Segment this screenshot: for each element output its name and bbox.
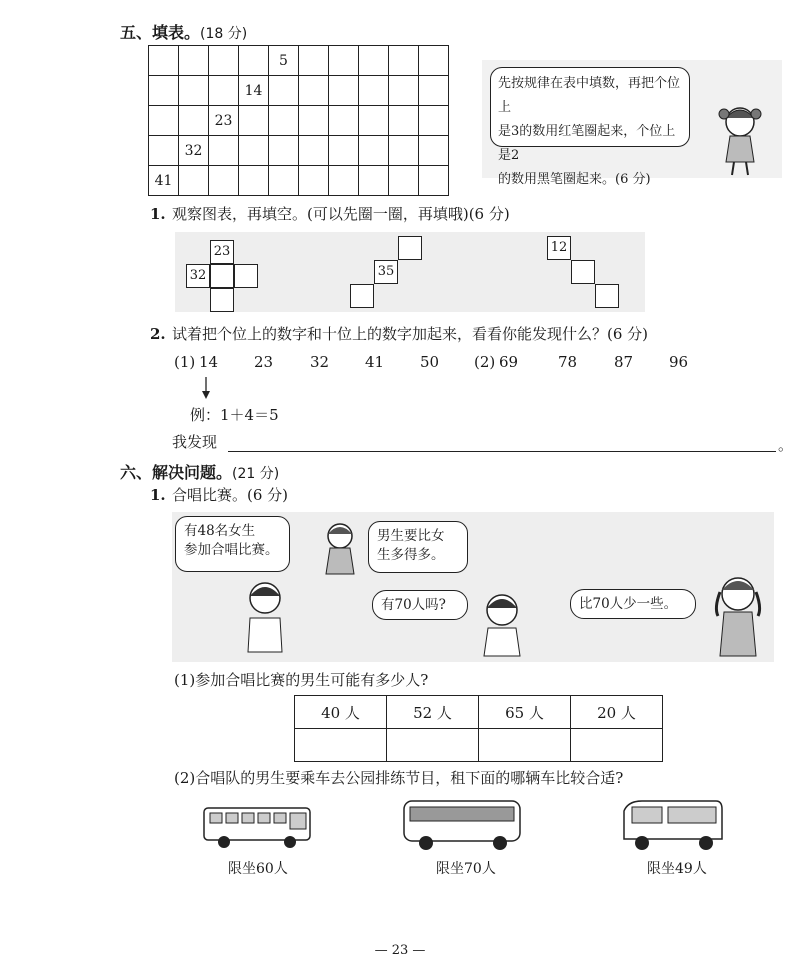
grid-cell[interactable] [419, 106, 449, 136]
s6-q1-number: 1. [150, 486, 166, 504]
coach-bus-icon [400, 795, 524, 855]
boy-illustration-2 [476, 590, 526, 658]
grid-cell[interactable] [209, 46, 239, 76]
grid-cell[interactable] [179, 106, 209, 136]
page-number: — 23 — [374, 943, 426, 958]
fig1-bottom-cell [210, 288, 234, 312]
fig1-left-cell: 32 [186, 264, 210, 288]
fig3-cell-1: 12 [547, 236, 571, 260]
grid-cell[interactable] [299, 46, 329, 76]
sub-question-2: (2)合唱队的男生要乘车去公园排练节目，租下面的哪辆车比较合适? [174, 769, 624, 787]
q2-text: 试着把个位上的数字和十位上的数字加起来，看看你能发现什么？(6 分) [172, 325, 649, 343]
option-cell: 40 人 [295, 696, 387, 729]
q2-number: 2. [150, 325, 166, 343]
instruction-line-3: 的数用黑笔圈起来。(6 分) [498, 172, 651, 187]
grid-cell[interactable] [269, 106, 299, 136]
vehicle-capacity: 限坐60人 [228, 861, 288, 877]
grid-cell[interactable] [209, 166, 239, 196]
number-grid [148, 45, 449, 196]
section6-heading: 六、解决问题。(21 分) [120, 463, 280, 482]
q2-g2-num: 69 [499, 353, 519, 371]
grid-cell[interactable] [329, 76, 359, 106]
grid-cell[interactable] [329, 166, 359, 196]
grid-cell[interactable] [419, 46, 449, 76]
grid-cell[interactable] [239, 166, 269, 196]
grid-cell[interactable] [299, 136, 329, 166]
boy-illustration-1 [240, 578, 290, 654]
fig1-right-cell [234, 264, 258, 288]
vehicle-capacity: 限坐70人 [436, 861, 496, 877]
q2-g2-num: 96 [669, 353, 689, 371]
minibus-icon [618, 795, 726, 857]
grid-cell[interactable] [389, 106, 419, 136]
sub-question-1: (1)参加合唱比赛的男生可能有多少人? [174, 671, 429, 689]
down-arrow-icon [200, 375, 212, 401]
grid-cell[interactable] [419, 76, 449, 106]
grid-cell[interactable] [329, 46, 359, 76]
grid-cell[interactable] [359, 46, 389, 76]
vehicle-capacity: 限坐49人 [647, 861, 707, 877]
fig3-cell-2 [571, 260, 595, 284]
discover-end-mark: 。 [778, 436, 794, 454]
option-cell: 52 人 [387, 696, 479, 729]
discover-answer-line[interactable] [228, 451, 776, 452]
speech-bubble-fewer: 比70人少一些。 [570, 589, 696, 619]
option-cell: 20 人 [571, 696, 663, 729]
q1-number: 1. [150, 205, 166, 223]
q2-g1-num: 23 [254, 353, 274, 371]
bus-icon [200, 800, 316, 852]
grid-cell[interactable] [209, 76, 239, 106]
section5-heading: 五、填表。(18 分) [120, 23, 248, 42]
grid-cell[interactable] [149, 46, 179, 76]
grid-cell[interactable]: 41 [149, 166, 179, 196]
grid-cell[interactable] [179, 46, 209, 76]
q2-g2-num: 78 [558, 353, 578, 371]
grid-cell[interactable] [359, 76, 389, 106]
grid-row [149, 136, 449, 166]
grid-cell[interactable] [389, 136, 419, 166]
answer-cell[interactable] [295, 729, 387, 762]
girl-illustration-3 [708, 572, 768, 658]
grid-cell[interactable]: 23 [209, 106, 239, 136]
grid-row [149, 76, 449, 106]
speech-bubble-boys-more [368, 521, 468, 573]
grid-row [149, 166, 449, 196]
grid-cell[interactable] [389, 166, 419, 196]
grid-cell[interactable] [149, 106, 179, 136]
grid-cell[interactable] [269, 136, 299, 166]
grid-cell[interactable] [269, 166, 299, 196]
girl-illustration-1 [712, 100, 772, 178]
grid-cell[interactable] [359, 136, 389, 166]
grid-cell[interactable] [269, 76, 299, 106]
grid-cell[interactable] [299, 76, 329, 106]
speech-bubble-girls-count [175, 516, 290, 572]
grid-cell[interactable] [419, 136, 449, 166]
bubble2-line-1: 男生要比女 [377, 528, 445, 544]
grid-cell[interactable] [239, 106, 269, 136]
speech-bubble-seventy: 有70人吗? [372, 590, 468, 620]
grid-cell[interactable] [149, 76, 179, 106]
bubble2-line-2: 生多得多。 [377, 547, 445, 563]
grid-cell[interactable] [389, 76, 419, 106]
answer-cell[interactable] [479, 729, 571, 762]
fig3-cell-3 [595, 284, 619, 308]
grid-cell[interactable] [329, 136, 359, 166]
grid-cell[interactable] [299, 166, 329, 196]
instruction-line-1: 先按规律在表中填数，再把个位上 [498, 76, 681, 115]
fig2-cell-2: 35 [374, 260, 398, 284]
grid-cell[interactable] [329, 106, 359, 136]
grid-cell[interactable] [179, 76, 209, 106]
bubble1-line-1: 有48名女生 [184, 523, 256, 539]
grid-cell[interactable]: 5 [269, 46, 299, 76]
q2-g1-num: 14 [199, 353, 219, 371]
q2-g2-num: 87 [614, 353, 634, 371]
answer-cell[interactable] [387, 729, 479, 762]
q2-g1-num: 41 [365, 353, 385, 371]
grid-cell[interactable] [209, 136, 239, 166]
grid-cell[interactable] [359, 166, 389, 196]
fig2-cell-3 [350, 284, 374, 308]
grid-cell[interactable] [179, 166, 209, 196]
grid-row [149, 46, 449, 76]
boys-options-table [294, 695, 663, 762]
grid-cell[interactable]: 14 [239, 76, 269, 106]
instruction-bubble [490, 67, 690, 187]
q1-text: 观察图表，再填空。(可以先圈一圈，再填哦)(6 分) [172, 205, 510, 223]
instruction-line-2: 是3的数用红笔圈起来，个位上是2 [498, 124, 676, 163]
grid-cell[interactable] [239, 46, 269, 76]
s6-q1-text: 合唱比赛。(6 分) [172, 486, 289, 504]
fig1-top-cell: 23 [210, 240, 234, 264]
q2-group1-label: (1) [174, 353, 196, 371]
grid-cell[interactable] [239, 136, 269, 166]
fig2-cell-1 [398, 236, 422, 260]
grid-cell[interactable]: 32 [179, 136, 209, 166]
grid-cell[interactable] [299, 106, 329, 136]
grid-cell[interactable] [419, 166, 449, 196]
q2-group2-label: (2) [474, 353, 496, 371]
q2-example: 例：1＋4＝5 [190, 406, 279, 424]
q2-g1-num: 32 [310, 353, 330, 371]
girl-illustration-2 [318, 518, 362, 580]
grid-cell[interactable] [389, 46, 419, 76]
grid-row [149, 106, 449, 136]
option-cell: 65 人 [479, 696, 571, 729]
discover-label: 我发现 [172, 433, 218, 451]
answer-cell[interactable] [571, 729, 663, 762]
bubble1-line-2: 参加合唱比赛。 [184, 542, 279, 558]
q2-g1-num: 50 [420, 353, 440, 371]
grid-cell[interactable] [359, 106, 389, 136]
grid-cell[interactable] [149, 136, 179, 166]
fig1-center-cell [210, 264, 234, 288]
